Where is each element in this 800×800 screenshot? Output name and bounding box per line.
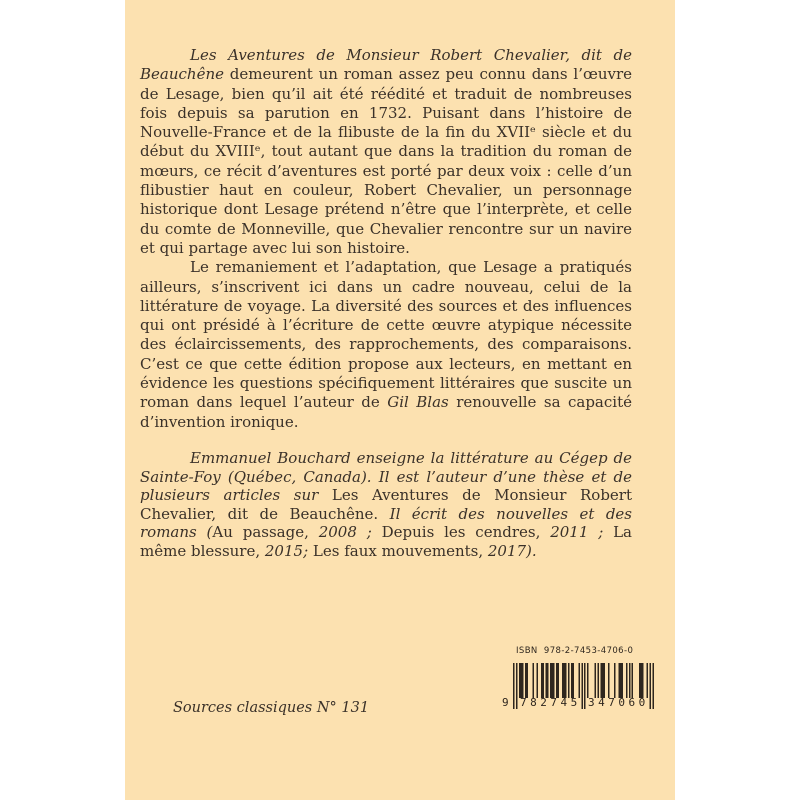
ean13-bars — [502, 663, 654, 709]
barcode-digits-right: 347060 — [588, 696, 649, 709]
series-label: Sources classiques N° 131 — [173, 700, 370, 716]
author-bio — [140, 449, 632, 561]
isbn-label: ISBN 978-2-7453-4706-0 — [516, 646, 634, 656]
barcode-digit-first: 9 — [502, 696, 509, 709]
blurb — [140, 46, 632, 432]
barcode — [502, 646, 654, 709]
book-back-cover — [125, 0, 675, 800]
barcode-digits — [502, 696, 654, 709]
paragraph: Les Aventures de Monsieur Robert Chevalier, dit de Beauchêne demeurent un roman assez peu connu dans l’œuvre de Lesage, bien qu’il ait été réédité et traduit de nombreuses fois depuis sa parution en 1732. Puisant dans l’histoire de Nouvelle-France et de la flibuste de la fin du XVIIᵉ siècle et du début du XVIIIᵉ, tout autant que dans la tradition du roman de mœurs, ce récit d’aventures est porté par deux voix : celle d’un flibustier haut en couleur, Robert Chevalier, un personnage historique dont Lesage prétend n’être que l’interprète, et celle du comte de Monneville, que Chevalier rencontre sur un navire et qui partage avec lui son histoire. — [140, 46, 632, 257]
paragraph: Le remaniement et l’adaptation, que Lesage a pratiqués ailleurs, s’inscrivent ici dans un cadre nouveau, celui de la littérature de voyage. La diversité des sources et des influences qui ont présidé à l’écriture de cette œuvre atypique nécessite des éclaircissements, des rapprochements, des comparaisons. C’est ce que cette édition propose aux lecteurs, en mettant en évidence les questions spécifiquement littéraires que suscite un roman dans lequel l’auteur de Gil Blas renouvelle sa capacité d’invention ironique. — [140, 258, 632, 431]
paragraph: Emmanuel Bouchard enseigne la littérature au Cégep de Sainte-Foy (Québec, Canada). Il est l’auteur d’une thèse et de plusieurs articles sur Les Aventures de Monsieur Robert Chevalier, dit de Beauchêne. Il écrit des nouvelles et des romans (Au passage, 2008 ; Depuis les cendres, 2011 ; La même blessure, 2015; Les faux mouvements, 2017). — [140, 449, 633, 560]
barcode-digits-left: 782745 — [520, 696, 581, 709]
